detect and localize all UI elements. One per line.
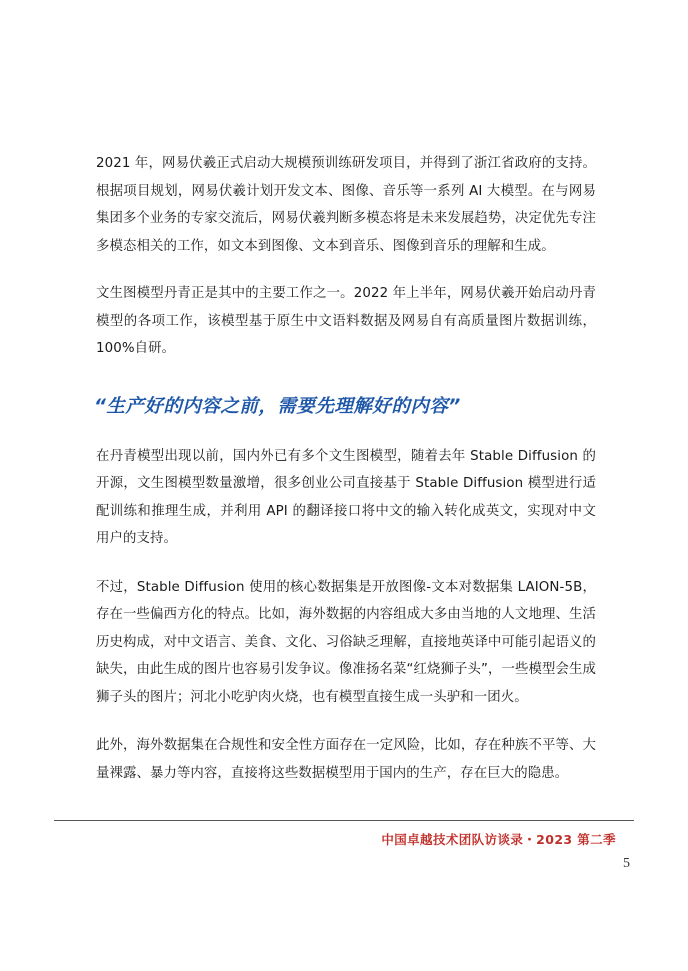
paragraph-compliance-risk: 此外，海外数据集在合规性和安全性方面存在一定风险，比如，存在种族不平等、大量裸露、暴力等内容，直接将这些数据模型用于国内的生产，存在巨大的隐患。 [96, 738, 596, 781]
paragraph-danqing-model: 文生图模型丹青正是其中的主要工作之一。2022 年上半年，网易伏羲开始启动丹青模型的各项工作，该模型基于原生中文语料数据及网易自有高质量图片数据训练，100%自研。 [96, 286, 596, 356]
paragraph-project-launch: 2021 年，网易伏羲正式启动大规模预训练研发项目，并得到了浙江省政府的支持。根据项目规划，网易伏羲计划开发文本、图像、音乐等一系列 AI 大模型。在与网易集团多个业务的专家交流后，网易伏羲判断多模态将是未来发展趋势，决定优先专注多模态相关的工作，如文本到图像、文本到音乐、图像到音乐的理解和生成。 [96, 156, 596, 254]
paragraph-laion-dataset: 不过，Stable Diffusion 使用的核心数据集是开放图像-文本对数据集 LAION-5B，存在一些偏西方化的特点。比如，海外数据的内容组成大多由当地的人文地理、生活历史构成，对中文语言、美食、文化、习俗缺乏理解，直接地英译中可能引起语义的缺失，由此生成的图片也容易引发争议。像准扬名菜“红烧狮子头”，一些模型会生成狮子头的图片；河北小吃驴肉火烧，也有模型直接生成一头驴和一团火。 [96, 579, 596, 705]
article-body [96, 150, 596, 808]
footer-divider [54, 820, 634, 821]
footer-publication-title: 中国卓越技术团队访谈录・2023 第二季 [381, 832, 616, 847]
paragraph-stable-diffusion: 在丹青模型出现以前，国内外已有多个文生图模型，随着去年 Stable Diffusion 的开源，文生图模型数量激增，很多创业公司直接基于 Stable Diffusion 模型进行适配训练和推理生成，并利用 API 的翻译接口将中文的输入转化成英文，实现对中文用户的支持。 [96, 448, 596, 546]
section-heading: “生产好的内容之前，需要先理解好的内容” [94, 395, 461, 417]
page-number: 5 [623, 856, 630, 871]
